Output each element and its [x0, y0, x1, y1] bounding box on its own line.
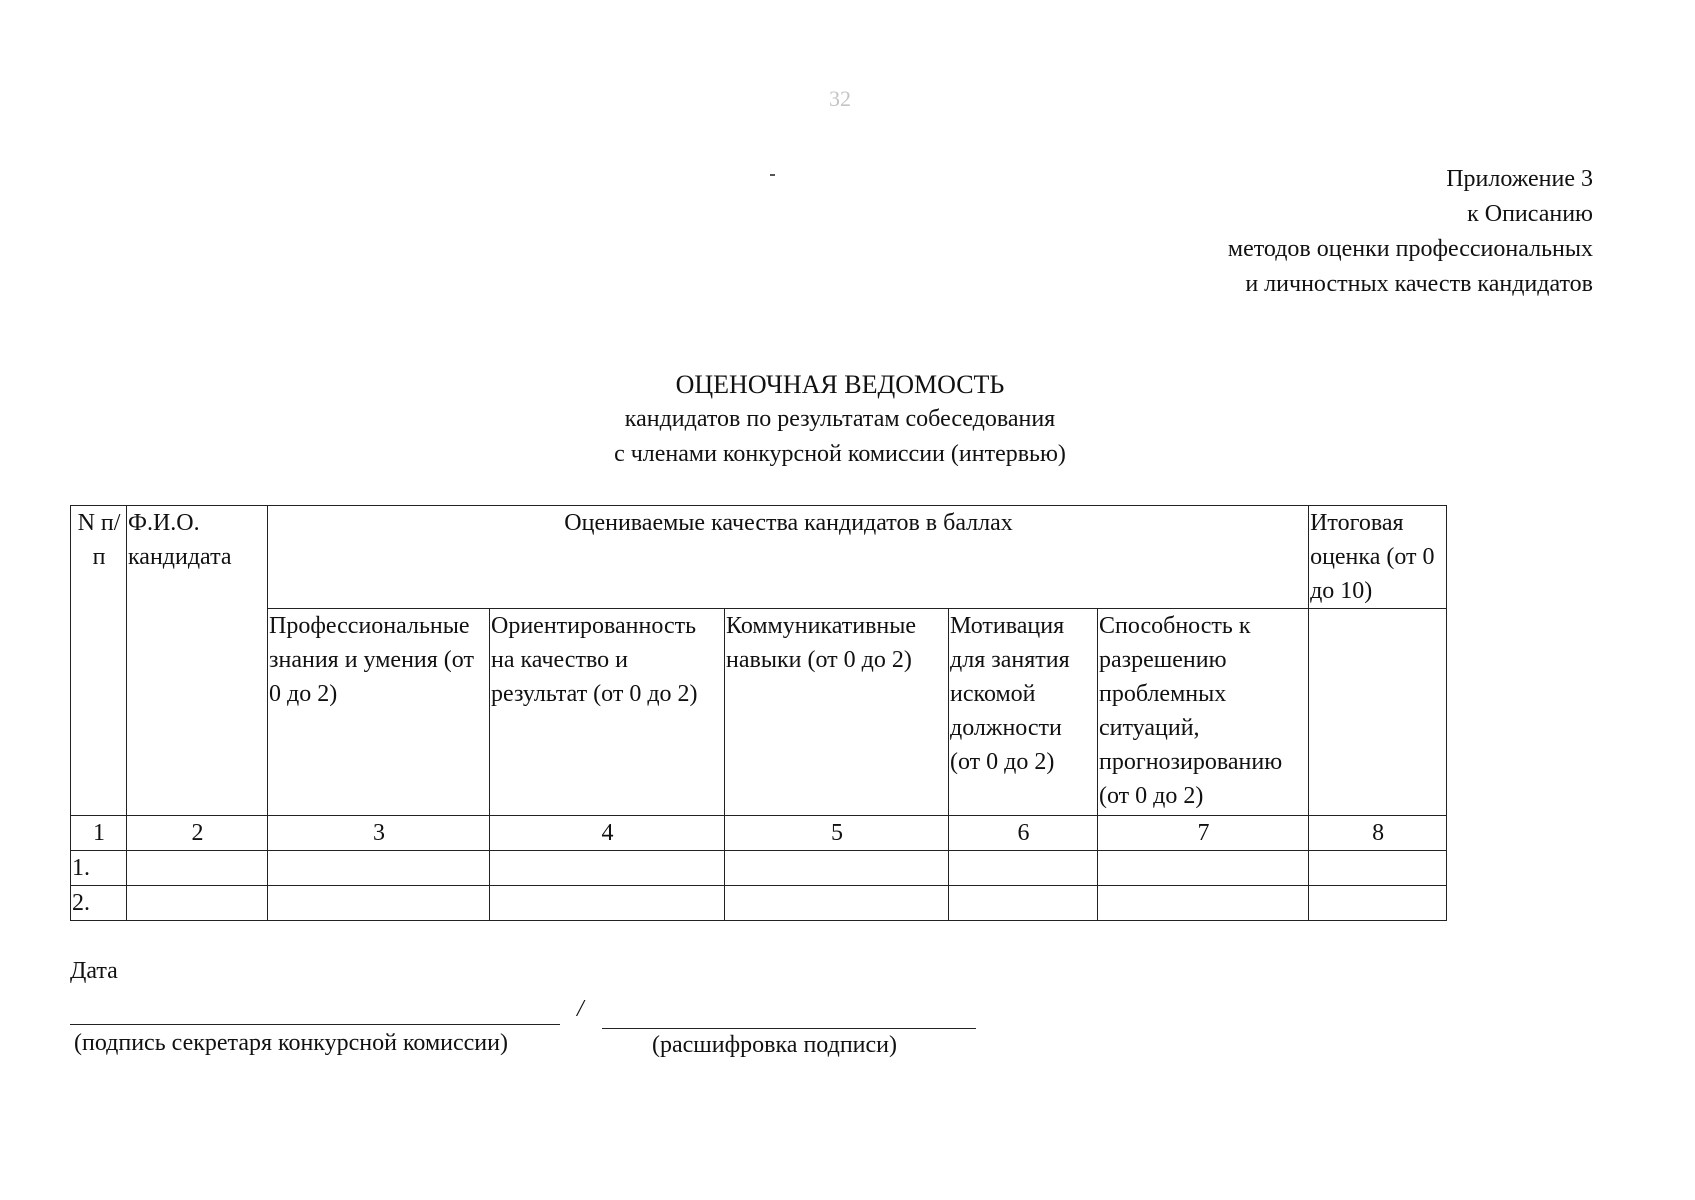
document-subtitle: кандидатов по результатам собеседования	[624, 406, 1056, 432]
criterion-professional-knowledge: Профессиональные знания и умения (от 0 до 2)	[268, 609, 490, 816]
cell-fio	[127, 886, 268, 921]
header-total: Итоговая оценка (от 0 до 10)	[1309, 506, 1447, 609]
signature-caption: (подпись секретаря конкурсной комиссии)	[74, 1030, 508, 1056]
column-number: 8	[1309, 816, 1447, 851]
page-number: 32	[829, 86, 851, 111]
header-number: N п/п	[71, 506, 127, 816]
criterion-quality-orientation: Ориентированность на качество и результат (от 0 до 2)	[490, 609, 725, 816]
cell-score	[725, 886, 949, 921]
evaluation-table	[70, 505, 1447, 921]
column-number-row	[71, 816, 1447, 851]
cell-score	[1098, 886, 1309, 921]
document-title: ОЦЕНОЧНАЯ ВЕДОМОСТЬ	[675, 370, 1005, 399]
cell-score	[949, 851, 1098, 886]
stray-mark	[770, 174, 775, 176]
signature-separator: /	[577, 996, 584, 1022]
cell-score	[268, 851, 490, 886]
table-criteria-row	[71, 609, 1447, 816]
document-subtitle: с членами конкурсной комиссии (интервью)	[614, 441, 1066, 467]
appendix-line: Приложение 3	[1446, 166, 1593, 192]
table-row	[71, 886, 1447, 921]
signature-line	[70, 1024, 560, 1025]
row-number: 1.	[71, 851, 127, 886]
criterion-motivation: Мотивация для занятия искомой должности (от 0 до 2)	[949, 609, 1098, 816]
column-number: 5	[725, 816, 949, 851]
cell-score	[268, 886, 490, 921]
decryption-caption: (расшифровка подписи)	[652, 1032, 897, 1058]
date-label: Дата	[70, 958, 118, 984]
document-title-block	[560, 368, 1120, 472]
decryption-line	[602, 1028, 976, 1029]
table-header-row	[71, 506, 1447, 609]
column-number: 2	[127, 816, 268, 851]
header-qualities: Оцениваемые качества кандидатов в баллах	[268, 506, 1309, 609]
appendix-line: методов оценки профессиональных	[1227, 236, 1593, 262]
cell-total	[1309, 851, 1447, 886]
appendix-line: к Описанию	[1467, 201, 1593, 227]
cell-score	[725, 851, 949, 886]
column-number: 4	[490, 816, 725, 851]
appendix-reference	[1228, 162, 1593, 302]
row-number: 2.	[71, 886, 127, 921]
cell-fio	[127, 851, 268, 886]
criterion-communication-skills: Коммуникативные навыки (от 0 до 2)	[725, 609, 949, 816]
column-number: 6	[949, 816, 1098, 851]
appendix-line: и личностных качеств кандидатов	[1245, 271, 1593, 297]
column-number: 7	[1098, 816, 1309, 851]
criterion-problem-solving: Способность к разрешению проблемных ситуаций, прогнозированию (от 0 до 2)	[1098, 609, 1309, 816]
cell-score	[490, 886, 725, 921]
cell-score	[1098, 851, 1309, 886]
cell-score	[490, 851, 725, 886]
cell-score	[949, 886, 1098, 921]
column-number: 1	[71, 816, 127, 851]
table-row	[71, 851, 1447, 886]
total-subheader-empty	[1309, 609, 1447, 816]
cell-total	[1309, 886, 1447, 921]
header-fio: Ф.И.О. кандидата	[127, 506, 268, 816]
column-number: 3	[268, 816, 490, 851]
